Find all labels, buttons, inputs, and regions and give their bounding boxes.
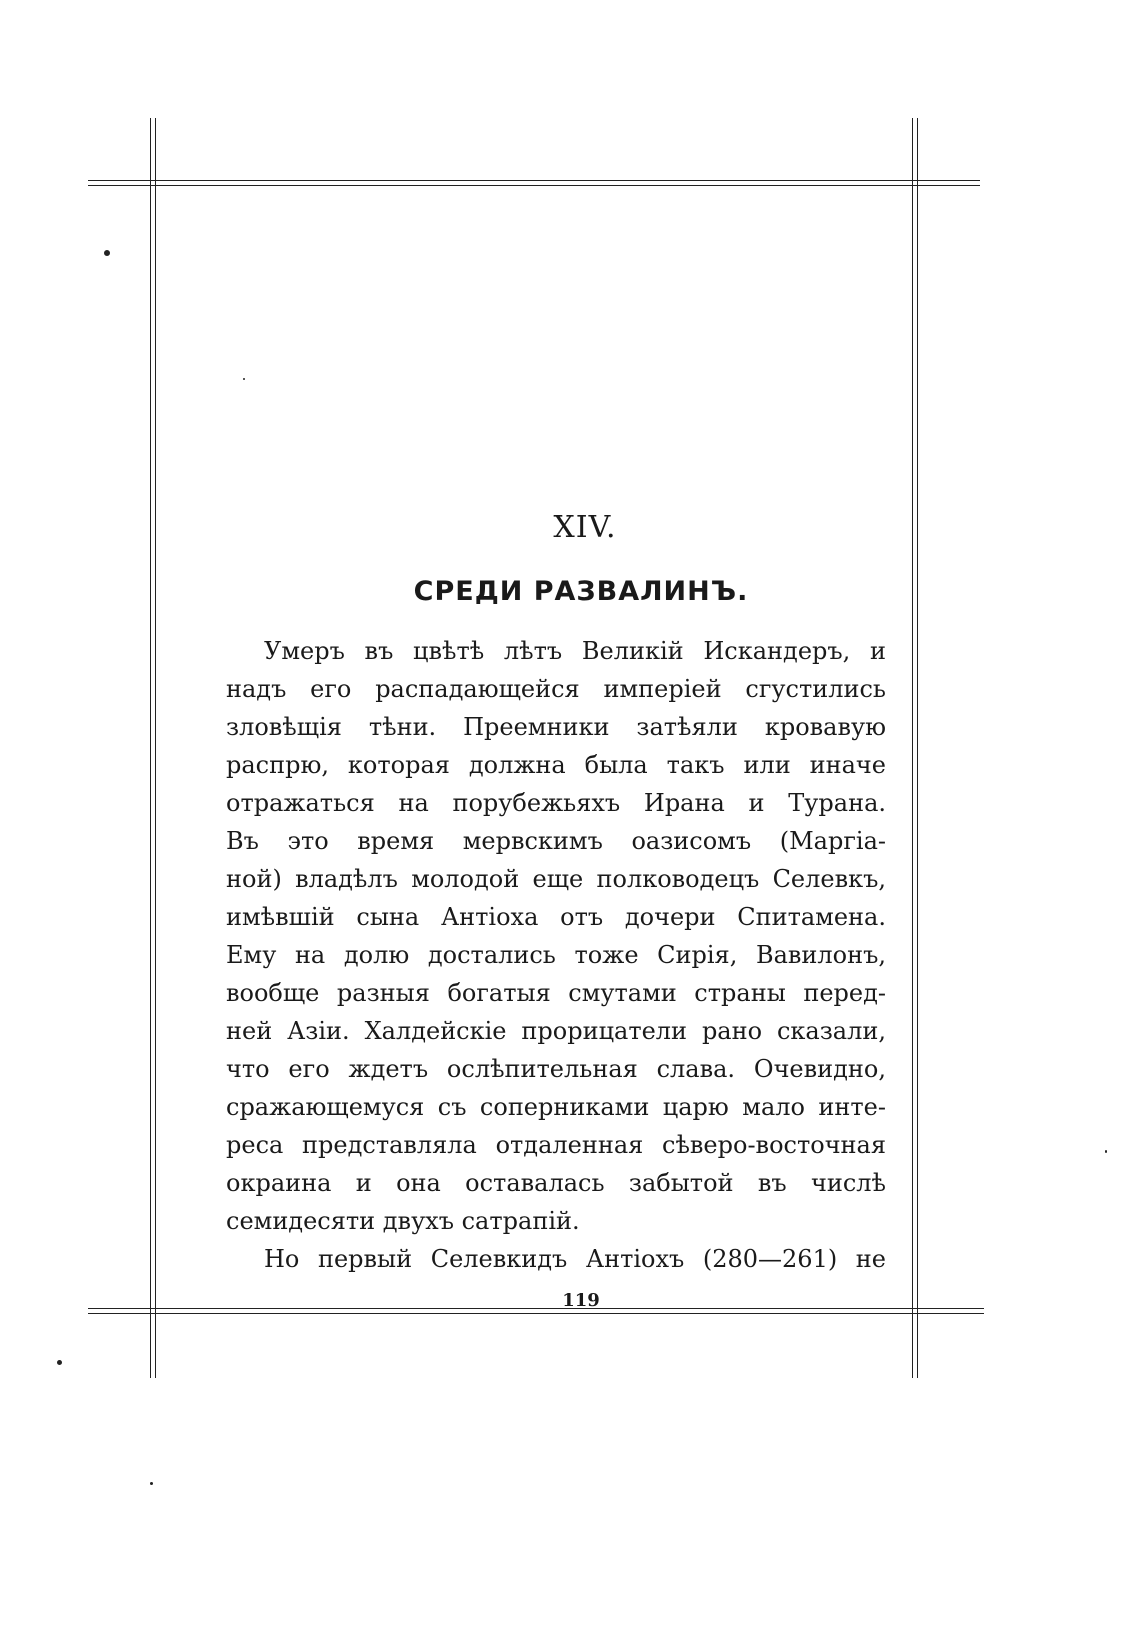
text-line: Ему на долю достались тоже Сирія, Вавилонъ,	[226, 941, 886, 969]
chapter-title: СРЕДИ РАЗВАЛИНЪ.	[413, 576, 749, 607]
text-line: надъ его распадающейся имперіей сгустились	[226, 675, 886, 703]
body-text	[226, 632, 886, 1278]
scan-speck	[243, 378, 245, 380]
text-line: имѣвшій сына Антіоха отъ дочери Спитамена.	[226, 903, 886, 931]
text-line: Но первый Селевкидъ Антіохъ (280—261) не	[264, 1245, 886, 1273]
scan-speck	[1105, 1150, 1107, 1153]
chapter-number: XIV.	[553, 510, 617, 545]
scan-speck	[104, 250, 110, 256]
frame-right-rule-2	[917, 118, 918, 1378]
text-line: вообще разныя богатыя смутами страны перед-	[226, 979, 886, 1007]
frame-bottom-rule-2	[88, 1313, 984, 1314]
frame-top-rule-1	[88, 180, 980, 181]
frame-left-rule-1	[150, 118, 151, 1378]
text-line: семидесяти двухъ сатрапій.	[226, 1207, 580, 1235]
text-line: Въ это время мервскимъ оазисомъ (Маргіа-	[226, 827, 886, 855]
text-line: что его ждетъ ослѣпительная слава. Очевидно,	[226, 1055, 886, 1083]
scan-speck	[150, 1482, 153, 1485]
text-line: отражаться на порубежьяхъ Ирана и Турана.	[226, 789, 886, 817]
text-line: окраина и она оставалась забытой въ числѣ	[226, 1169, 886, 1197]
text-line: сражающемуся съ соперниками царю мало инте-	[226, 1093, 886, 1121]
frame-left-rule-2	[155, 118, 156, 1378]
text-line: Умеръ въ цвѣтѣ лѣтъ Великій Искандеръ, и	[264, 637, 886, 665]
text-line: зловѣщія тѣни. Преемники затѣяли кровавую	[226, 713, 886, 741]
scan-speck	[57, 1360, 62, 1365]
frame-right-rule-1	[912, 118, 913, 1378]
frame-top-rule-2	[88, 185, 980, 186]
text-line: ней Азіи. Халдейскіе прорицатели рано сказали,	[226, 1017, 886, 1045]
text-line: ной) владѣлъ молодой еще полководецъ Селевкъ,	[226, 865, 886, 893]
text-line: реса представляла отдаленная сѣверо-восточная	[226, 1131, 886, 1159]
page-number: 119	[562, 1290, 600, 1311]
text-line: распрю, которая должна была такъ или иначе	[226, 751, 886, 779]
